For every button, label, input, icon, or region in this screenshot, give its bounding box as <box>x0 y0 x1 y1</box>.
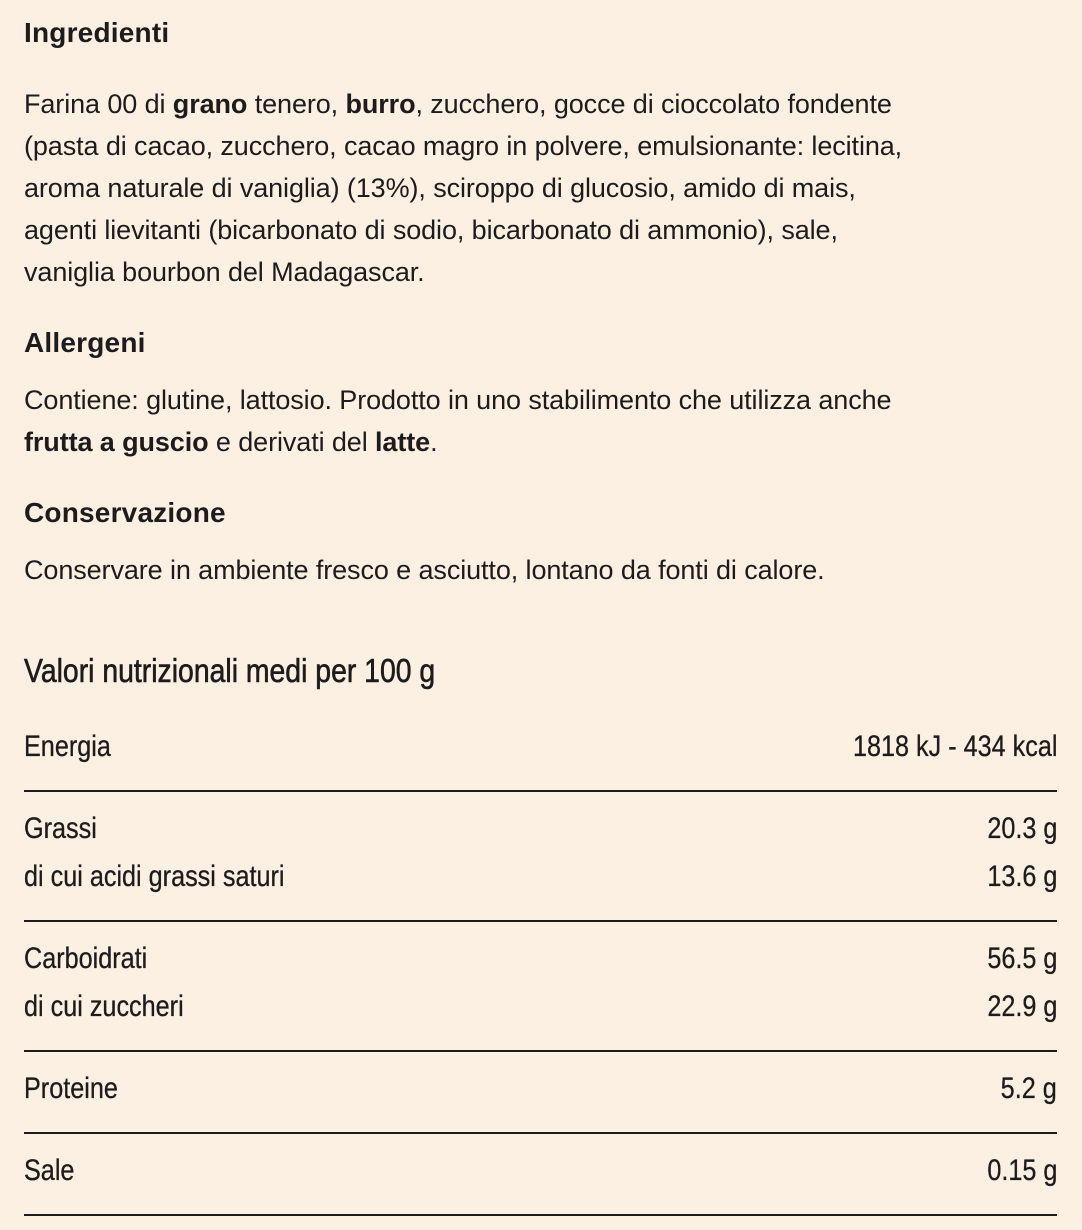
text-segment: vaniglia bourbon del Madagascar. <box>24 257 425 287</box>
nutrition-value: 5.2 g <box>1000 1072 1057 1105</box>
nutrition-row-energia <box>24 727 1057 767</box>
divider <box>24 1050 1057 1052</box>
text-segment: . <box>430 427 438 457</box>
text-segment: tenero, <box>247 89 346 119</box>
nutrition-row-carboidrati <box>24 939 1057 979</box>
text-segment: , zucchero, gocce di cioccolato fondente <box>415 89 892 119</box>
nutrition-label: di cui acidi grassi saturi <box>24 860 285 893</box>
nutrition-value: 56.5 g <box>986 942 1057 975</box>
text-line <box>24 209 1064 251</box>
nutrition-value: 20.3 g <box>986 812 1057 845</box>
text-segment: Conservare in ambiente fresco e asciutto, lontano da fonti di calore. <box>24 555 825 585</box>
nutrition-label: Grassi <box>24 812 97 845</box>
nutrition-row-grassi-saturi <box>24 857 1057 897</box>
nutrition-title: Valori nutrizionali medi per 100 g <box>24 652 436 689</box>
divider <box>24 1214 1057 1216</box>
text-segment: (pasta di cacao, zucchero, cacao magro in polvere, emulsionante: lecitina, <box>24 131 903 161</box>
text-line <box>24 83 1064 125</box>
nutrition-row-zuccheri <box>24 987 1057 1027</box>
nutrition-label: di cui zuccheri <box>24 990 184 1023</box>
text-line <box>24 379 1064 421</box>
bold-allergen-text: frutta a guscio <box>24 427 209 457</box>
conservazione-title: Conservazione <box>24 497 226 528</box>
text-segment: aroma naturale di vaniglia) (13%), sciroppo di glucosio, amido di mais, <box>24 173 856 203</box>
text-line <box>24 167 1064 209</box>
divider <box>24 790 1057 792</box>
ingredienti-text <box>24 83 1064 293</box>
text-line <box>24 251 1064 293</box>
allergeni-text <box>24 379 1064 463</box>
divider <box>24 1132 1057 1134</box>
text-line <box>24 421 1064 463</box>
text-segment: agenti lievitanti (bicarbonato di sodio, bicarbonato di ammonio), sale, <box>24 215 838 245</box>
nutrition-label: Proteine <box>24 1072 118 1105</box>
text-segment: Farina 00 di <box>24 89 173 119</box>
bold-allergen-text: burro <box>345 89 416 119</box>
nutrition-row-sale <box>24 1151 1057 1191</box>
nutrition-label: Sale <box>24 1154 75 1187</box>
nutrition-label: Carboidrati <box>24 942 148 975</box>
nutrition-label: Energia <box>24 730 111 763</box>
nutrition-value: 1818 kJ - 434 kcal <box>852 730 1057 763</box>
nutrition-value: 0.15 g <box>986 1154 1057 1187</box>
ingredienti-title: Ingredienti <box>24 17 170 48</box>
bold-allergen-text: latte <box>375 427 431 457</box>
bold-allergen-text: grano <box>172 89 248 119</box>
nutrition-row-proteine <box>24 1069 1057 1109</box>
text-line <box>24 125 1064 167</box>
divider <box>24 920 1057 922</box>
nutrition-value: 13.6 g <box>986 860 1057 893</box>
text-line <box>24 549 1064 591</box>
nutrition-value: 22.9 g <box>986 990 1057 1023</box>
allergeni-title: Allergeni <box>24 327 146 358</box>
nutrition-row-grassi <box>24 809 1057 849</box>
text-segment: Contiene: glutine, lattosio. Prodotto in uno stabilimento che utilizza anche <box>24 385 892 415</box>
conservazione-text <box>24 549 1064 591</box>
text-segment: e derivati del <box>208 427 376 457</box>
